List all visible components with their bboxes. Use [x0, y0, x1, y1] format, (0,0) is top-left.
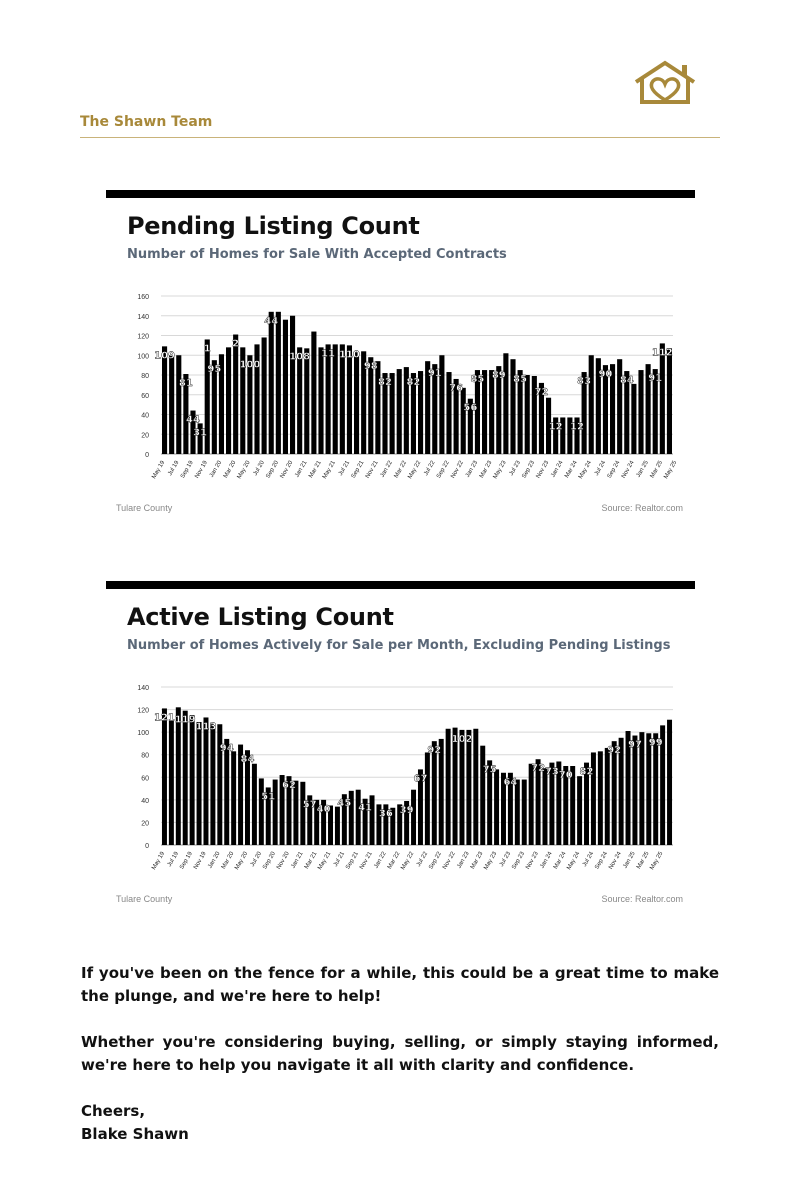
chart-bar	[297, 347, 302, 454]
chart-bar	[667, 348, 672, 454]
chart-bar	[646, 733, 651, 845]
chart-bar	[335, 807, 340, 845]
x-tick-label: Mar 21	[308, 460, 323, 480]
data-label: 83	[577, 376, 592, 388]
x-tick-label: Mar 24	[552, 851, 568, 871]
data-label: 67	[413, 773, 428, 785]
x-tick-label: Jan 25	[635, 460, 650, 479]
x-tick-label: Sep 21	[345, 851, 360, 871]
data-label: 112	[651, 347, 673, 359]
chart-bar	[273, 780, 278, 845]
y-tick-label: 0	[145, 452, 149, 459]
x-tick-label: Jan 25	[622, 851, 637, 870]
chart-bar	[459, 730, 464, 845]
y-tick-label: 60	[141, 392, 149, 400]
x-tick-label: Sep 24	[594, 851, 610, 871]
pending-chart-plot	[106, 282, 695, 497]
chart-bar	[446, 729, 451, 845]
data-label: 31	[193, 427, 208, 439]
y-tick-label: 140	[137, 685, 149, 692]
data-label: 92	[427, 745, 442, 757]
x-tick-label: Sep 20	[262, 851, 277, 871]
y-tick-label: 120	[137, 333, 149, 341]
chart-bar	[453, 728, 458, 845]
chart-bar	[190, 715, 195, 845]
x-tick-label: Jul 19	[166, 851, 181, 868]
chart-bar	[522, 780, 527, 845]
chart-bar	[231, 751, 236, 845]
x-tick-label: Jul 19	[167, 460, 181, 477]
chart-bar	[617, 359, 622, 454]
chart-bar	[347, 345, 352, 454]
x-tick-label: Sep 19	[180, 460, 195, 480]
data-label: 70	[558, 770, 573, 781]
chart-bar	[543, 768, 548, 845]
data-label: 12	[548, 421, 563, 433]
chart-bar	[489, 370, 494, 454]
data-label: 72	[531, 763, 546, 775]
x-tick-label: Nov 23	[535, 460, 551, 480]
x-tick-label: Jul 24	[581, 851, 596, 868]
data-label: 1	[203, 343, 211, 355]
data-label: 56	[463, 402, 478, 414]
x-tick-label: May 22	[400, 851, 416, 872]
x-tick-label: May 21	[317, 851, 333, 872]
chart-bar	[203, 717, 208, 845]
x-tick-label: Jan 24	[550, 460, 565, 479]
chart-bar	[425, 752, 430, 845]
y-tick-label: 0	[145, 843, 149, 850]
x-tick-label: Sep 22	[436, 460, 451, 480]
data-label: 62	[282, 780, 296, 792]
x-tick-label: Mar 23	[469, 851, 485, 871]
x-tick-label: May 25	[649, 851, 665, 872]
x-tick-label: Jul 22	[415, 851, 430, 868]
data-label: 76	[449, 382, 464, 394]
x-tick-label: Nov 24	[608, 851, 623, 871]
active-listing-chart	[106, 581, 695, 921]
chart-bar	[397, 369, 402, 454]
x-tick-label: Jan 20	[207, 851, 222, 870]
data-label: 57	[302, 799, 317, 811]
chart-bar	[598, 751, 603, 845]
x-tick-label: Mar 22	[386, 851, 402, 871]
chart-bar	[631, 384, 636, 454]
x-tick-label: Jul 24	[593, 460, 608, 477]
data-label: 40	[316, 803, 331, 815]
chart-bar	[494, 769, 499, 845]
chart-bar	[589, 355, 594, 454]
data-label: 90	[598, 369, 613, 381]
data-label: 64	[503, 776, 518, 788]
data-label: 12	[570, 421, 584, 433]
chart-footer-source: Source: Realtor.com	[601, 894, 683, 904]
active-chart-plot	[106, 673, 695, 888]
chart-bar	[612, 741, 617, 845]
x-tick-label: May 23	[492, 460, 508, 481]
y-tick-label: 80	[141, 752, 149, 760]
chart-bar	[162, 708, 167, 845]
chart-bar	[356, 790, 361, 845]
chart-bar	[525, 375, 530, 454]
chart-bar	[276, 312, 281, 454]
chart-bar	[169, 721, 174, 845]
chart-top-bar	[106, 190, 695, 198]
x-tick-label: Sep 19	[179, 851, 194, 871]
chart-bar	[660, 343, 665, 454]
chart-bar	[354, 352, 359, 454]
x-tick-label: May 23	[483, 851, 499, 872]
chart-bar	[290, 316, 295, 454]
x-tick-label: Sep 24	[606, 460, 622, 480]
x-tick-label: Nov 22	[450, 460, 465, 480]
chart-bar	[515, 780, 520, 845]
x-tick-label: May 21	[321, 460, 337, 481]
x-tick-label: Jul 23	[508, 460, 522, 477]
x-tick-label: Nov 19	[193, 851, 208, 871]
chart-bar	[269, 312, 274, 454]
chart-bar	[503, 353, 508, 454]
y-tick-label: 20	[141, 432, 149, 440]
y-tick-label: 40	[141, 412, 149, 420]
body-paragraph-1: If you've been on the fence for a while, this could be a great time to make the plunge, and we're here to help!	[81, 964, 719, 1005]
data-label: 94	[219, 742, 234, 754]
y-tick-label: 120	[137, 707, 149, 715]
chart-bar	[311, 332, 316, 454]
x-tick-label: May 24	[566, 851, 582, 872]
data-label: 82	[378, 377, 392, 389]
header-divider	[80, 137, 720, 138]
x-tick-label: Mar 20	[222, 460, 238, 480]
chart-footer-source: Source: Realtor.com	[601, 503, 683, 513]
x-tick-label: Jul 21	[332, 851, 347, 868]
data-label: 102	[451, 733, 473, 745]
data-label: 109	[154, 350, 175, 362]
x-tick-label: Nov 20	[279, 460, 295, 480]
chart-bar	[176, 355, 181, 454]
data-label: 85	[513, 374, 528, 386]
data-label: 91	[427, 368, 442, 380]
x-tick-label: Jan 22	[379, 460, 394, 479]
x-tick-label: Sep 22	[428, 851, 443, 871]
data-label: 82	[406, 377, 421, 389]
chart-bar	[318, 347, 323, 454]
chart-bar	[432, 741, 437, 845]
x-tick-label: Mar 20	[220, 851, 236, 871]
data-label: 11	[321, 348, 336, 360]
data-label: 41	[358, 802, 373, 814]
x-tick-label: Sep 21	[350, 460, 366, 480]
chart-bar	[326, 344, 331, 454]
x-tick-label: Sep 20	[265, 460, 281, 480]
x-tick-label: Nov 24	[620, 460, 636, 480]
chart-title: Pending Listing Count	[127, 212, 420, 240]
chart-bar	[226, 347, 231, 454]
chart-top-bar	[106, 581, 695, 589]
page-header	[80, 0, 720, 140]
data-label: 39	[399, 804, 414, 816]
x-tick-label: Jul 21	[337, 460, 352, 477]
chart-footer-region: Tulare County	[116, 894, 173, 904]
chart-bar	[283, 320, 288, 454]
chart-bar	[300, 782, 305, 845]
body-paragraph-2: Whether you're considering buying, selling, or simply staying informed, we're here to help you navigate it all with clarity and confidence.	[81, 1033, 719, 1074]
data-label: 85	[470, 374, 485, 386]
chart-bar	[197, 722, 202, 845]
x-tick-label: Jan 23	[456, 851, 471, 870]
data-label: 36	[378, 808, 393, 820]
chart-bar	[259, 778, 264, 845]
chart-bar	[577, 776, 582, 845]
chart-bar	[304, 348, 309, 454]
x-tick-label: Sep 23	[521, 460, 537, 480]
chart-bar	[653, 733, 658, 845]
chart-bar	[632, 736, 637, 845]
x-tick-label: Nov 23	[525, 851, 540, 871]
data-label: 45	[337, 798, 352, 810]
chart-bar	[169, 355, 174, 454]
data-label: 91	[648, 373, 663, 385]
chart-bar	[473, 729, 478, 845]
chart-subtitle: Number of Homes Actively for Sale per Month, Excluding Pending Listings	[127, 638, 671, 653]
x-tick-label: Jan 23	[464, 460, 480, 479]
data-label: 51	[261, 791, 276, 803]
data-label: 84	[240, 754, 255, 766]
x-tick-label: Jan 21	[294, 460, 309, 479]
chart-bar	[605, 748, 610, 845]
data-label: 95	[207, 364, 222, 376]
x-tick-label: Mar 25	[635, 851, 651, 871]
data-label: 72	[534, 386, 549, 398]
data-label: 98	[363, 361, 378, 373]
chart-subtitle: Number of Homes for Sale With Accepted Contracts	[127, 247, 507, 262]
data-label: 100	[239, 359, 261, 371]
closing-line: Cheers,	[81, 1102, 146, 1120]
chart-bar	[638, 370, 643, 454]
x-tick-label: May 20	[234, 851, 250, 872]
x-tick-label: May 19	[151, 460, 167, 481]
data-label: 2	[232, 338, 240, 350]
chart-title: Active Listing Count	[127, 603, 394, 631]
chart-bar	[529, 764, 534, 845]
team-name: The Shawn Team	[80, 114, 213, 130]
chart-bar	[252, 764, 257, 845]
chart-bar	[411, 790, 416, 845]
y-tick-label: 100	[137, 730, 149, 738]
data-label: 99	[648, 737, 663, 749]
x-tick-label: Jul 20	[249, 851, 264, 868]
data-label: 92	[607, 745, 622, 757]
chart-bar	[461, 388, 466, 454]
x-tick-label: Mar 23	[478, 460, 494, 480]
x-tick-label: Jul 20	[252, 460, 266, 477]
x-tick-label: Nov 21	[364, 460, 380, 480]
chart-bar	[183, 711, 188, 845]
data-label: 97	[627, 739, 642, 751]
x-tick-label: Jan 22	[373, 851, 388, 870]
chart-bar	[233, 335, 238, 454]
data-label: 82	[579, 766, 594, 778]
house-heart-logo-icon	[632, 60, 698, 106]
chart-bar	[375, 361, 380, 454]
y-tick-label: 160	[137, 294, 149, 301]
data-label: 108	[289, 351, 311, 363]
data-label: 44	[264, 315, 279, 327]
data-label: 84	[619, 375, 634, 387]
data-label: 110	[339, 349, 360, 361]
chart-bar	[667, 720, 672, 845]
x-tick-label: Mar 25	[649, 460, 665, 480]
chart-bar	[210, 724, 215, 845]
x-tick-label: May 19	[151, 851, 167, 872]
data-label: 81	[178, 378, 193, 390]
x-tick-label: May 20	[236, 460, 252, 481]
data-label: 119	[174, 714, 196, 726]
data-label: 113	[195, 721, 217, 733]
x-tick-label: Jan 21	[290, 851, 305, 870]
chart-bar	[480, 746, 485, 845]
chart-bar	[466, 730, 471, 845]
chart-bar	[333, 344, 338, 454]
chart-bar	[224, 739, 229, 845]
chart-bar	[340, 344, 345, 454]
x-tick-label: May 22	[407, 460, 423, 481]
chart-bar	[162, 346, 167, 454]
data-label: 44	[186, 414, 200, 426]
data-label: 89	[491, 370, 506, 382]
pending-listing-chart	[106, 190, 695, 530]
chart-footer-region: Tulare County	[116, 503, 173, 513]
y-tick-label: 100	[137, 353, 149, 361]
x-tick-label: Nov 21	[359, 851, 374, 871]
data-label: 121	[154, 712, 175, 724]
x-tick-label: Jul 23	[498, 851, 513, 868]
x-tick-label: Jan 20	[208, 460, 224, 479]
x-tick-label: Jan 24	[539, 851, 554, 870]
y-tick-label: 40	[141, 797, 149, 805]
x-tick-label: May 24	[577, 460, 593, 481]
x-tick-label: Mar 24	[564, 460, 579, 480]
x-tick-label: Mar 22	[393, 460, 409, 480]
x-tick-label: Mar 21	[303, 851, 319, 871]
x-tick-label: Nov 19	[194, 460, 209, 480]
y-tick-label: 140	[137, 313, 149, 321]
chart-bar	[262, 337, 267, 454]
signature: Blake Shawn	[81, 1125, 189, 1143]
x-tick-label: Jul 22	[423, 460, 437, 477]
y-tick-label: 80	[141, 373, 149, 380]
x-tick-label: May 25	[663, 460, 679, 481]
x-tick-label: Sep 23	[511, 851, 526, 871]
data-label: 73	[544, 766, 559, 778]
y-tick-label: 20	[141, 820, 149, 828]
x-tick-label: Nov 20	[276, 851, 291, 871]
x-tick-label: Nov 22	[442, 851, 457, 871]
y-tick-label: 60	[141, 775, 149, 783]
chart-bar	[176, 707, 181, 845]
data-label: 75	[482, 764, 497, 776]
